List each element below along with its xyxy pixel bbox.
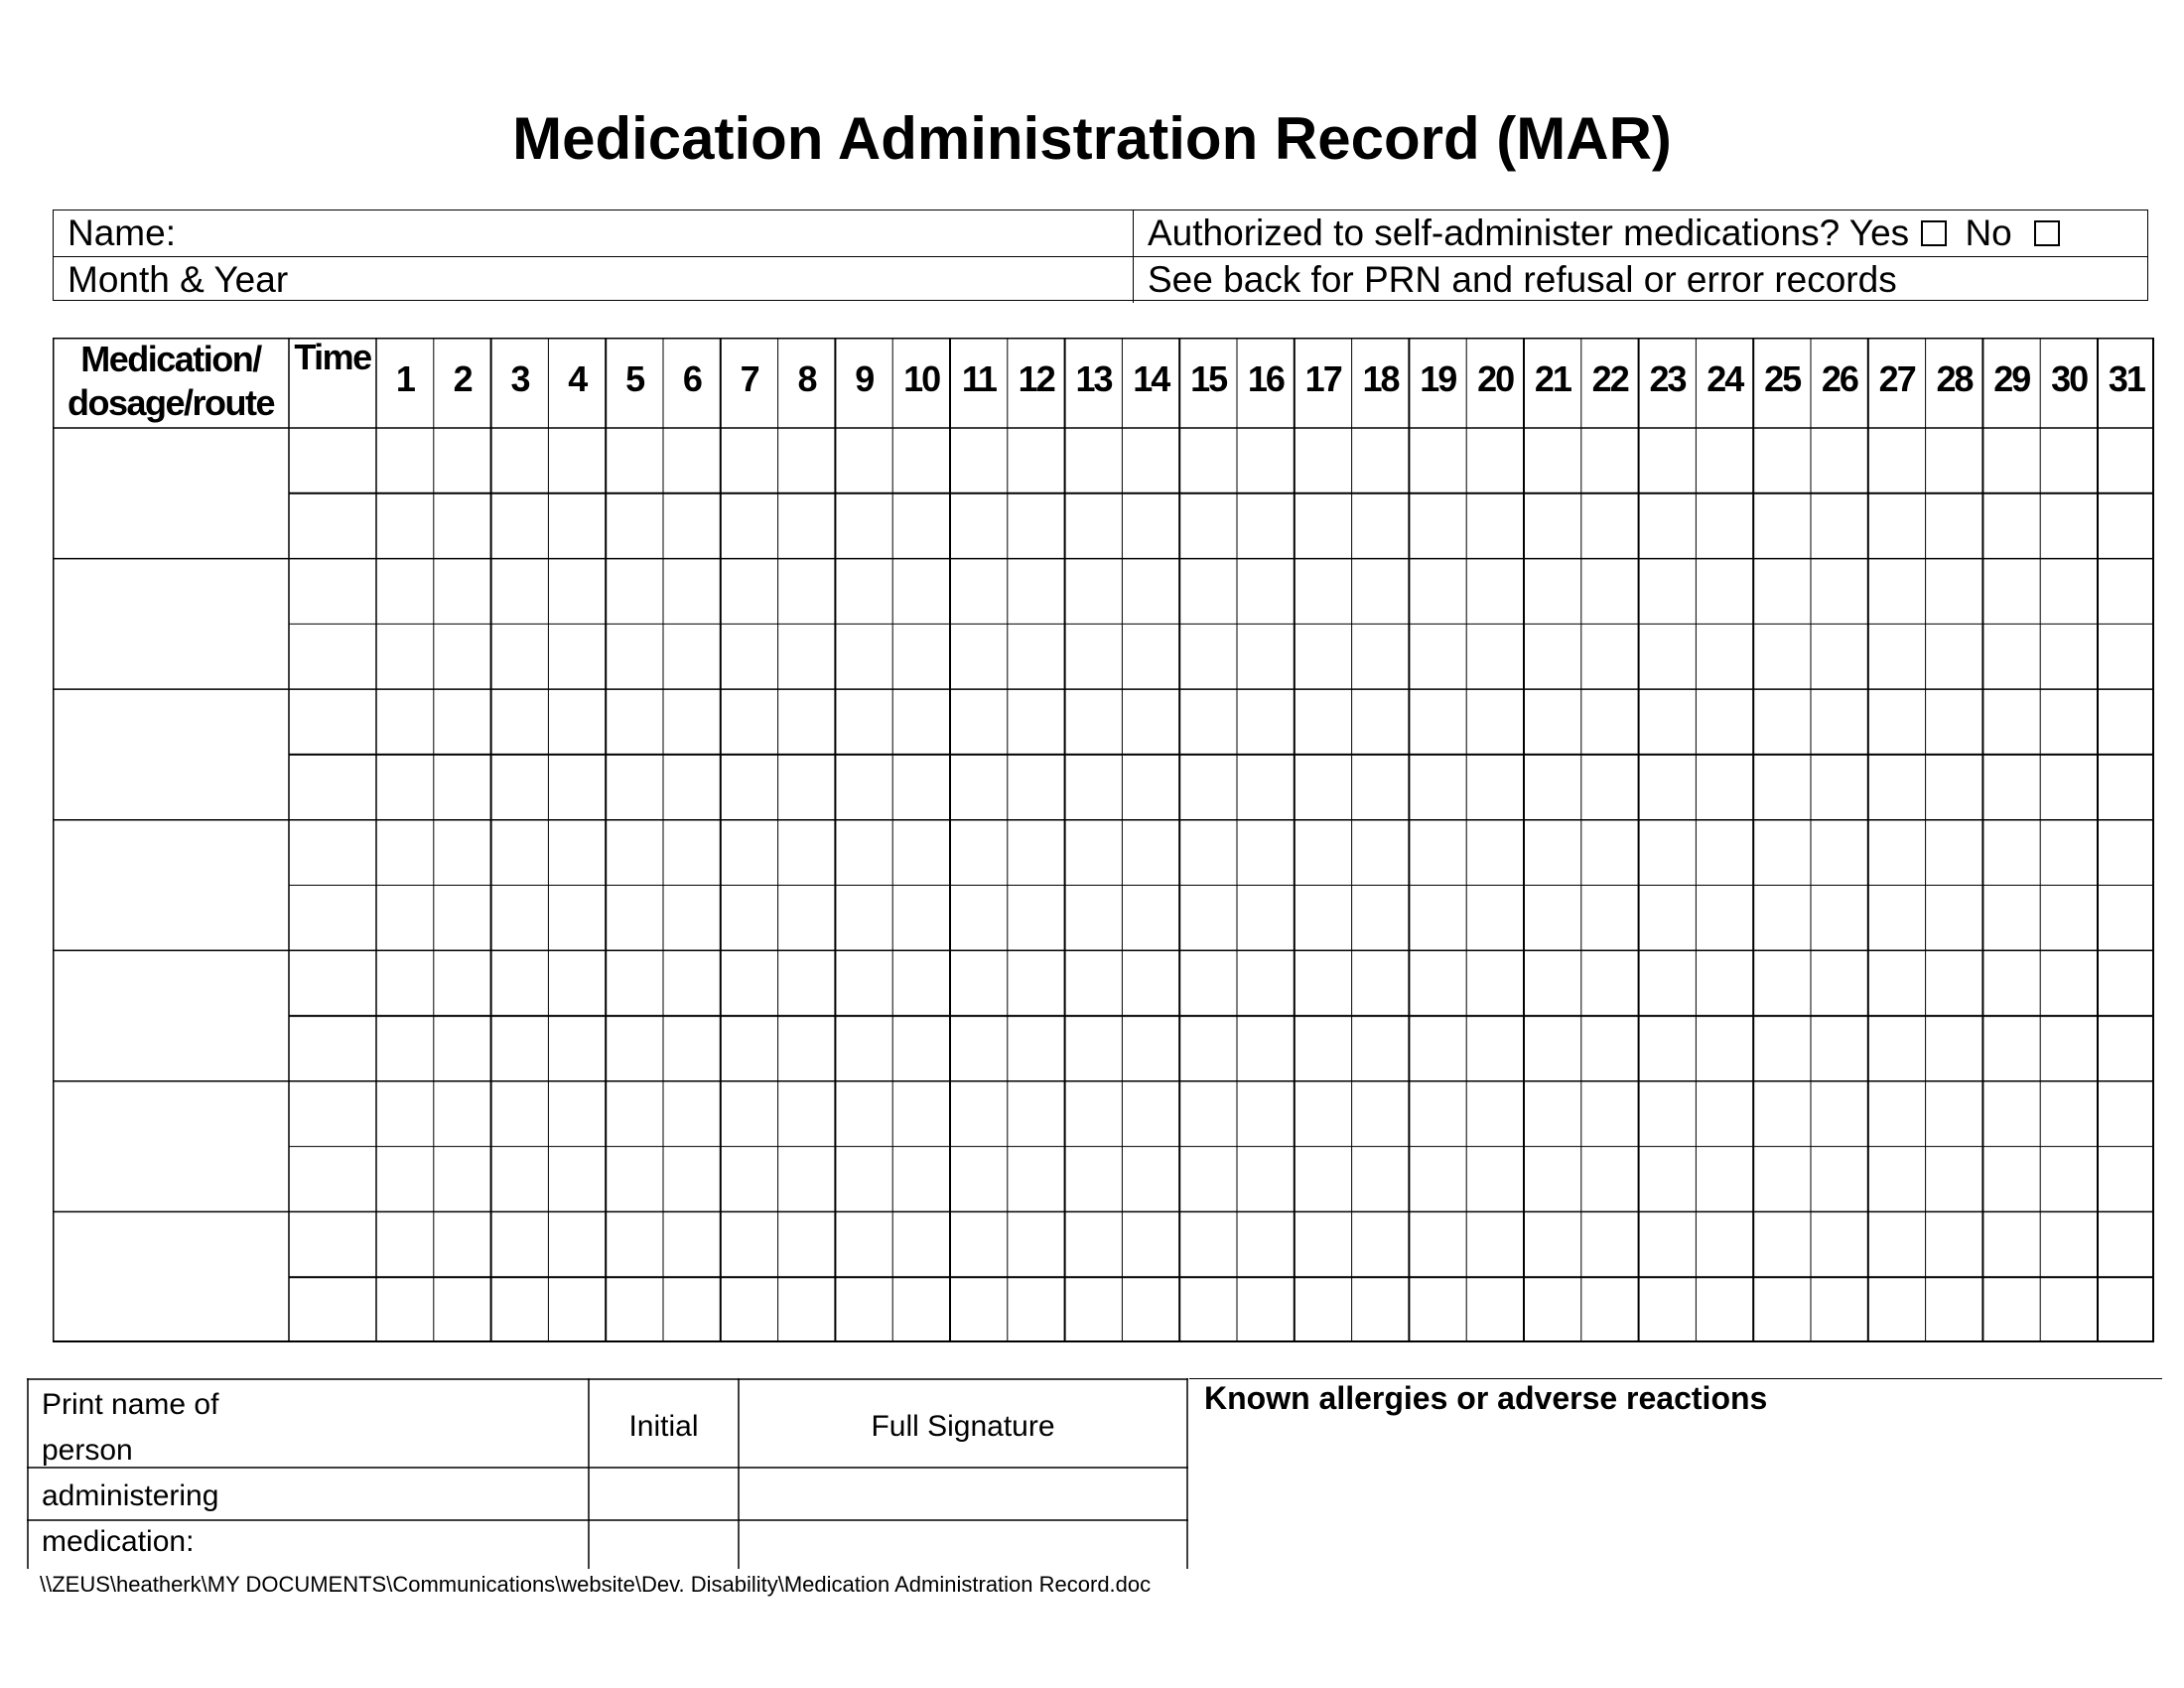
month-year-label: Month & Year xyxy=(68,259,289,300)
print-name-line1: Print name of person administering xyxy=(42,1388,219,1512)
day-header-13: 13 xyxy=(1075,358,1112,399)
no-checkbox[interactable] xyxy=(2034,220,2060,246)
day-header-27: 27 xyxy=(1878,358,1915,399)
day-header-8: 8 xyxy=(797,358,816,399)
self-administer-label: Authorized to self-administer medications? xyxy=(1148,212,1841,253)
day-header-30: 30 xyxy=(2051,358,2088,399)
allergies-label: Known allergies or adverse reactions xyxy=(1204,1380,1768,1416)
page-title: Medication Administration Record (MAR) xyxy=(512,105,1672,172)
day-header-4: 4 xyxy=(568,358,587,399)
day-header-28: 28 xyxy=(1936,358,1973,399)
day-header-6: 6 xyxy=(682,358,701,399)
day-header-2: 2 xyxy=(453,358,472,399)
day-header-3: 3 xyxy=(510,358,529,399)
back-note xyxy=(1133,257,2147,303)
day-header-11: 11 xyxy=(961,358,996,399)
name-label: Name: xyxy=(68,212,176,253)
medication-header-line1: Medication/ xyxy=(80,339,261,379)
day-header-10: 10 xyxy=(903,358,940,399)
print-name-line2: medication: xyxy=(42,1525,195,1558)
day-header-22: 22 xyxy=(1591,358,1628,399)
day-header-19: 19 xyxy=(1420,358,1456,399)
name-field[interactable] xyxy=(54,211,1133,256)
day-header-25: 25 xyxy=(1764,358,1801,399)
full-signature-header: Full Signature xyxy=(871,1410,1055,1443)
medication-header xyxy=(53,338,289,425)
info-row-2 xyxy=(54,256,2147,303)
day-header-21: 21 xyxy=(1534,358,1570,399)
print-name-header xyxy=(42,1382,218,1565)
grid-lines xyxy=(53,338,2154,1342)
patient-info-table xyxy=(53,210,2148,301)
footer-file-path: \\ZEUS\heatherk\MY DOCUMENTS\Communications\website\Dev. Disability\Medication Administration Record.doc xyxy=(40,1572,1152,1597)
back-note-text: See back for PRN and refusal or error records xyxy=(1148,259,1897,300)
day-header-1: 1 xyxy=(395,358,414,399)
yes-checkbox[interactable] xyxy=(1921,220,1947,246)
day-header-29: 29 xyxy=(1993,358,2030,399)
day-header-26: 26 xyxy=(1821,358,1857,399)
info-row-1 xyxy=(54,211,2147,256)
day-header-24: 24 xyxy=(1706,358,1743,399)
yes-label: Yes xyxy=(1848,212,1910,253)
day-header-20: 20 xyxy=(1477,358,1514,399)
day-header-23: 23 xyxy=(1649,358,1686,399)
day-header-31: 31 xyxy=(2108,358,2144,399)
day-header-7: 7 xyxy=(740,358,758,399)
day-header-16: 16 xyxy=(1247,358,1284,399)
day-header-15: 15 xyxy=(1190,358,1227,399)
self-administer-field xyxy=(1133,211,2147,256)
time-header: Time xyxy=(294,337,371,377)
day-header-9: 9 xyxy=(855,358,874,399)
day-header-17: 17 xyxy=(1304,358,1341,399)
month-year-field[interactable] xyxy=(54,257,1133,303)
mar-grid xyxy=(53,338,2154,1342)
day-header-5: 5 xyxy=(625,358,644,399)
no-label: No xyxy=(1965,212,2012,253)
day-header-18: 18 xyxy=(1362,358,1399,399)
day-header-12: 12 xyxy=(1018,358,1054,399)
medication-header-line2: dosage/route xyxy=(67,382,275,423)
initial-header: Initial xyxy=(628,1410,699,1443)
day-header-14: 14 xyxy=(1133,358,1169,399)
